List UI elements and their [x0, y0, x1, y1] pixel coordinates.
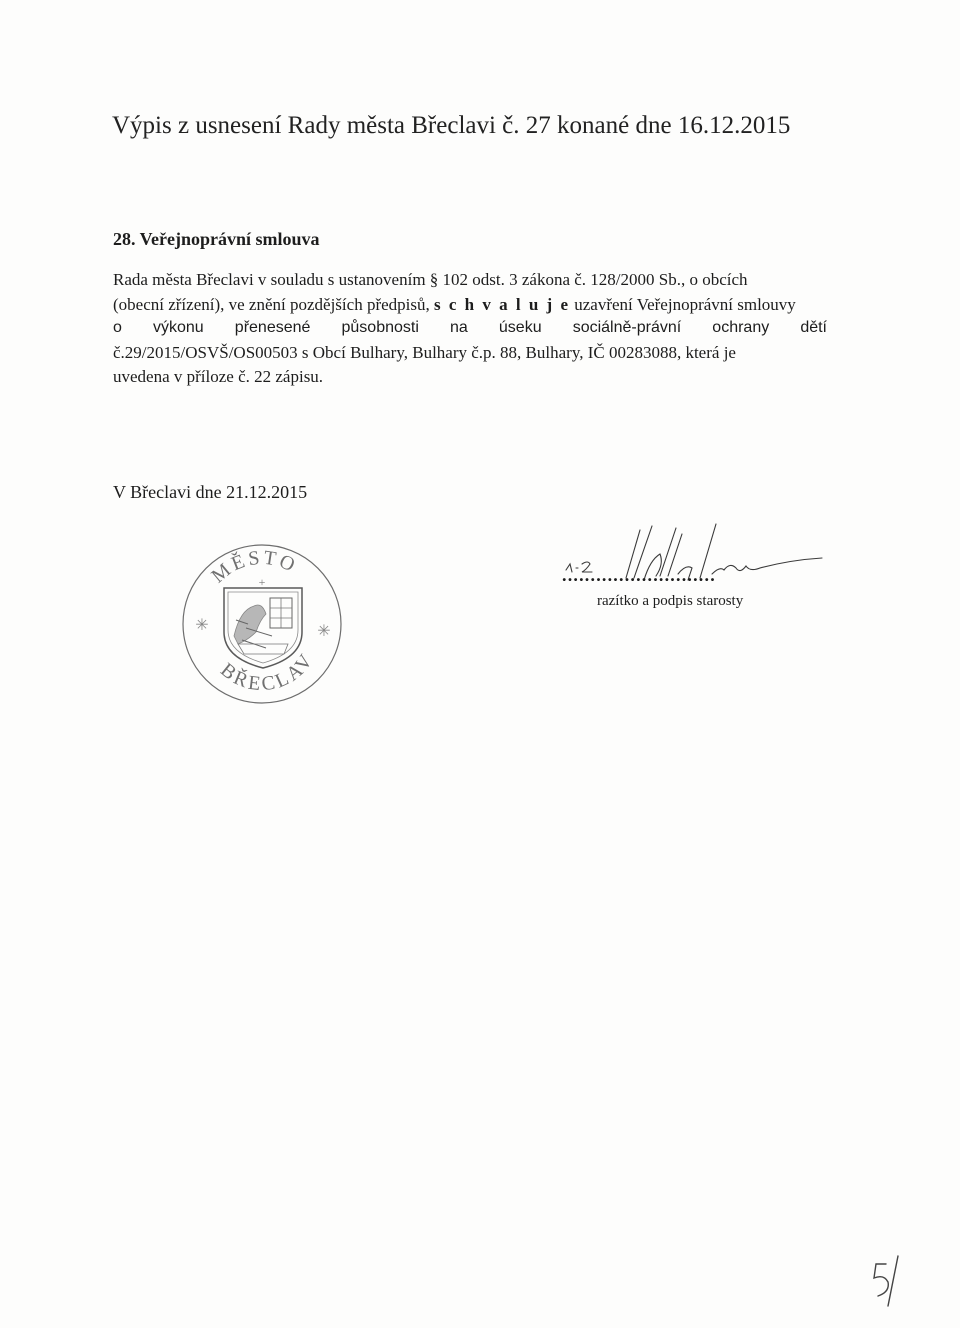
svg-text:✳: ✳: [195, 617, 209, 634]
town-seal-stamp: [176, 540, 348, 705]
signature-caption: razítko a podpis starosty: [597, 593, 744, 609]
svg-text:MĚSTO: MĚSTO: [207, 546, 301, 588]
resolution-text-line-3: o výkonu přenesené působnosti na úseku sociálně-právní ochrany dětí: [113, 319, 827, 336]
place-and-date: V Břeclavi dne 21.12.2015: [113, 482, 308, 502]
resolution-heading: 28. Veřejnoprávní smlouva: [113, 229, 320, 249]
resolution-text-line-4: č.29/2015/OSVŠ/OS00503 s Obcí Bulhary, Bulhary č.p. 88, Bulhary, IČ 00283088, která je: [113, 343, 736, 362]
resolution-text-line-2-start: (obecní zřízení), ve znění pozdějších předpisů,: [113, 295, 430, 314]
document-title: Výpis z usnesení Rady města Břeclavi č. 27 konané dne 16.12.2015: [112, 112, 791, 139]
resolution-text-line-5: uvedena v příloze č. 22 zápisu.: [113, 367, 324, 386]
svg-text:BŘECLAV: BŘECLAV: [216, 648, 319, 696]
handwritten-page-number: [866, 1250, 906, 1310]
resolution-text-line-2: [113, 295, 827, 315]
approves-keyword: s c h v a l u j e: [433, 295, 570, 314]
resolution-text-line-1: Rada města Břeclavi v souladu s ustanovením § 102 odst. 3 zákona č. 128/2000 Sb., o obcích: [113, 270, 748, 289]
signature-dotted-line: ...........................: [562, 565, 716, 585]
svg-text:✳: ✳: [317, 623, 331, 640]
resolution-text-line-2-end: uzavření Veřejnoprávní smlouvy: [574, 295, 796, 314]
svg-text:+: +: [258, 575, 266, 589]
